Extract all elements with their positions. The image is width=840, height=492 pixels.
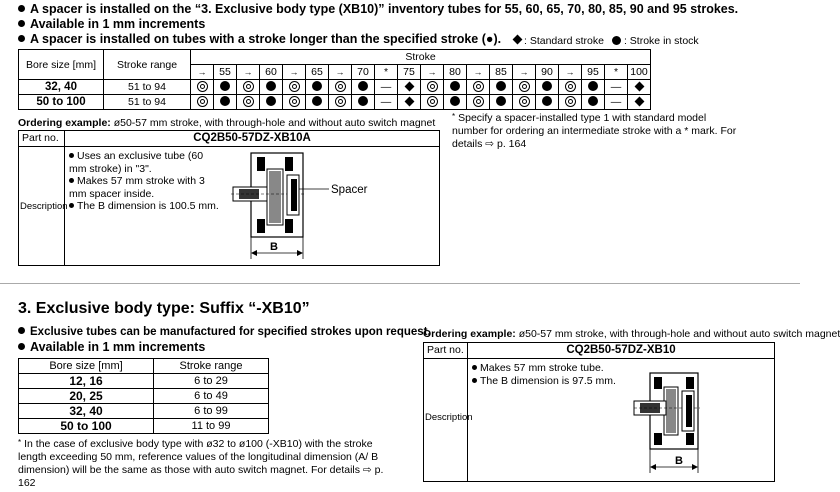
stroke-mark-cell bbox=[582, 80, 605, 95]
stroke-table bbox=[18, 49, 651, 110]
stroke-mark-cell bbox=[628, 80, 651, 95]
list-item: Makes 57 mm stroke with 3 mm spacer inside. bbox=[69, 175, 205, 200]
stock-stroke-icon bbox=[588, 96, 598, 106]
stock-stroke-icon bbox=[358, 81, 368, 91]
bore-stroke-table bbox=[18, 358, 269, 434]
part-no-label: Part no. bbox=[424, 343, 468, 358]
stroke-mark-cell bbox=[444, 80, 467, 95]
table-row bbox=[19, 80, 651, 95]
arrow-icon: → bbox=[329, 65, 352, 80]
stock-stroke-icon bbox=[588, 81, 598, 91]
stroke-mark-cell bbox=[329, 80, 352, 95]
stroke-mark-cell bbox=[421, 95, 444, 110]
stroke-mark-cell bbox=[421, 80, 444, 95]
ordering-label: Ordering example: bbox=[423, 328, 516, 340]
stroke-header-cell: 80 bbox=[444, 65, 467, 80]
range-cell: 11 to 99 bbox=[154, 419, 269, 434]
part-no-label: Part no. bbox=[19, 131, 65, 146]
standard-stroke-icon bbox=[565, 96, 576, 107]
part-number: CQ2B50-57DZ-XB10A bbox=[193, 132, 311, 144]
stroke-header-cell: 70 bbox=[352, 65, 375, 80]
col-stroke-range: Stroke range bbox=[104, 50, 191, 80]
col-bore-size: Bore size [mm] bbox=[19, 359, 154, 374]
col-stroke-range: Stroke range bbox=[154, 359, 269, 374]
standard-stroke-icon bbox=[427, 96, 438, 107]
arrow-icon: → bbox=[513, 65, 536, 80]
diamond-icon bbox=[404, 97, 414, 107]
ordering-spec: ø50-57 mm stroke, with through-hole and without auto switch magnet bbox=[515, 328, 840, 340]
b-dimension-label: B bbox=[675, 455, 683, 467]
stroke-mark-cell bbox=[329, 95, 352, 110]
stroke-header-cell: * bbox=[375, 65, 398, 80]
stroke-mark-cell bbox=[306, 80, 329, 95]
table-row bbox=[19, 374, 269, 389]
stroke-mark-cell bbox=[191, 80, 214, 95]
bullet-text: A spacer is installed on the “3. Exclusive body type (XB10)” inventory tubes for 55, 60, 65, 70, 80, 85, 90 and 95 strokes. bbox=[30, 2, 739, 16]
diamond-icon bbox=[513, 35, 523, 45]
spacer-note: * Specify a spacer-installed type 1 with standard model number for ordering an intermediate stroke with a * mark. For details ⇨ p. 164 bbox=[452, 112, 737, 150]
stroke-mark-cell bbox=[467, 95, 490, 110]
note-text: Specify a spacer-installed type 1 with standard model number for ordering an intermediate stroke with a * mark. For details ⇨ p. 164 bbox=[452, 112, 737, 150]
stroke-mark-cell bbox=[375, 95, 398, 110]
dash-icon: — bbox=[380, 96, 392, 108]
bore-cell: 50 to 100 bbox=[19, 419, 154, 434]
stroke-mark-cell bbox=[490, 80, 513, 95]
table-row bbox=[19, 389, 269, 404]
stock-stroke-icon bbox=[542, 81, 552, 91]
stroke-header-cell: 75 bbox=[398, 65, 421, 80]
description-label: Description bbox=[425, 412, 473, 423]
stroke-mark-cell bbox=[536, 95, 559, 110]
col-bore-size: Bore size [mm] bbox=[19, 50, 104, 80]
bullet-icon bbox=[18, 35, 25, 42]
stroke-header-cell: 100 bbox=[628, 65, 651, 80]
stroke-mark-cell bbox=[605, 80, 628, 95]
bore-cell: 32, 40 bbox=[19, 80, 104, 95]
stroke-mark-cell bbox=[467, 80, 490, 95]
bore-cell: 12, 16 bbox=[19, 374, 154, 389]
legend-in-stock: : Stroke in stock bbox=[623, 35, 699, 47]
stroke-mark-cell bbox=[260, 95, 283, 110]
filled-circle-icon bbox=[612, 36, 621, 45]
table-row bbox=[19, 419, 269, 434]
standard-stroke-icon bbox=[197, 96, 208, 107]
stock-stroke-icon bbox=[450, 81, 460, 91]
bullet-text: Available in 1 mm increments bbox=[30, 340, 206, 354]
stroke-header-cell: 65 bbox=[306, 65, 329, 80]
cylinder-drawing bbox=[231, 149, 381, 264]
arrow-icon: → bbox=[421, 65, 444, 80]
stroke-header-cell: 85 bbox=[490, 65, 513, 80]
standard-stroke-icon bbox=[519, 81, 530, 92]
ordering-label: Ordering example: bbox=[18, 117, 111, 129]
stock-stroke-icon bbox=[312, 96, 322, 106]
stock-stroke-icon bbox=[496, 81, 506, 91]
note-text: In the case of exclusive body type with ø32 to ø100 (-XB10) with the stroke length exceeding 50 mm, reference values of the longitudinal dimension (A/ B dimension) will be the same as those with auto switch magnet. For details ⇨ p. 162 bbox=[18, 438, 384, 489]
bullet-spacer-longer bbox=[18, 32, 501, 46]
stroke-header-cell: 55 bbox=[214, 65, 237, 80]
stock-stroke-icon bbox=[266, 96, 276, 106]
stock-stroke-icon bbox=[220, 96, 230, 106]
arrow-icon: → bbox=[191, 65, 214, 80]
arrow-icon: → bbox=[283, 65, 306, 80]
stroke-header-cell: 90 bbox=[536, 65, 559, 80]
ordering-example-box bbox=[18, 130, 440, 266]
stroke-mark-cell bbox=[237, 95, 260, 110]
dash-icon: — bbox=[610, 81, 622, 93]
range-cell: 6 to 49 bbox=[154, 389, 269, 404]
diamond-icon bbox=[404, 82, 414, 92]
range-cell: 51 to 94 bbox=[104, 80, 191, 95]
description-label: Description bbox=[20, 201, 68, 212]
legend bbox=[514, 35, 699, 47]
arrow-icon: → bbox=[237, 65, 260, 80]
stroke-mark-cell bbox=[283, 95, 306, 110]
range-cell: 6 to 99 bbox=[154, 404, 269, 419]
table-row bbox=[19, 95, 651, 110]
stroke-header-cell: 60 bbox=[260, 65, 283, 80]
bullet-icon bbox=[18, 343, 25, 350]
stroke-mark-cell bbox=[536, 80, 559, 95]
standard-stroke-icon bbox=[473, 81, 484, 92]
diamond-icon bbox=[634, 82, 644, 92]
spacer-label: Spacer bbox=[331, 184, 368, 196]
stock-stroke-icon bbox=[358, 96, 368, 106]
bore-cell: 20, 25 bbox=[19, 389, 154, 404]
bullet-increments-2 bbox=[18, 340, 205, 354]
stroke-mark-cell bbox=[559, 95, 582, 110]
stroke-mark-cell bbox=[398, 80, 421, 95]
bore-cell: 32, 40 bbox=[19, 404, 154, 419]
stroke-mark-cell bbox=[490, 95, 513, 110]
ordering-example-box-2 bbox=[423, 342, 775, 482]
ordering-example-title bbox=[18, 117, 435, 129]
exclusive-body-note: * In the case of exclusive body type with ø32 to ø100 (-XB10) with the stroke length exceeding 50 mm, reference values of the longitudinal dimension (A/ B dimension) will be the same as those with auto switch magnet. For details ⇨ p. 162 bbox=[18, 438, 384, 489]
part-number: CQ2B50-57DZ-XB10 bbox=[566, 344, 676, 356]
stroke-mark-cell bbox=[260, 80, 283, 95]
stock-stroke-icon bbox=[220, 81, 230, 91]
ordering-example-title-2 bbox=[423, 328, 840, 340]
bullet-text: A spacer is installed on tubes with a stroke longer than the specified stroke (●). bbox=[30, 32, 502, 46]
stroke-mark-cell bbox=[214, 95, 237, 110]
table-row bbox=[19, 404, 269, 419]
legend-standard: : Standard stroke bbox=[524, 35, 604, 47]
stroke-mark-cell bbox=[375, 80, 398, 95]
stroke-mark-cell bbox=[398, 95, 421, 110]
stroke-mark-cell bbox=[237, 80, 260, 95]
stock-stroke-icon bbox=[312, 81, 322, 91]
standard-stroke-icon bbox=[335, 96, 346, 107]
stroke-mark-cell bbox=[283, 80, 306, 95]
bullet-icon bbox=[18, 5, 25, 12]
stroke-mark-cell bbox=[191, 95, 214, 110]
col-stroke: Stroke bbox=[191, 50, 651, 65]
standard-stroke-icon bbox=[473, 96, 484, 107]
stock-stroke-icon bbox=[266, 81, 276, 91]
stock-stroke-icon bbox=[450, 96, 460, 106]
diamond-icon bbox=[634, 97, 644, 107]
stroke-mark-cell bbox=[306, 95, 329, 110]
standard-stroke-icon bbox=[197, 81, 208, 92]
standard-stroke-icon bbox=[519, 96, 530, 107]
list-item: Uses an exclusive tube (60 mm stroke) in "3". bbox=[69, 150, 204, 175]
standard-stroke-icon bbox=[427, 81, 438, 92]
dash-icon: — bbox=[610, 96, 622, 108]
range-cell: 6 to 29 bbox=[154, 374, 269, 389]
stroke-mark-cell bbox=[605, 95, 628, 110]
bullet-icon bbox=[18, 20, 25, 27]
bore-cell: 50 to 100 bbox=[19, 95, 104, 110]
stroke-mark-cell bbox=[628, 95, 651, 110]
arrow-icon: → bbox=[559, 65, 582, 80]
stroke-mark-cell bbox=[214, 80, 237, 95]
section-title: 3. Exclusive body type: Suffix “-XB10” bbox=[18, 300, 310, 317]
stock-stroke-icon bbox=[542, 96, 552, 106]
bullet-text: Exclusive tubes can be manufactured for specified strokes upon request. bbox=[30, 326, 431, 338]
bullet-icon bbox=[18, 327, 25, 334]
stroke-mark-cell bbox=[352, 95, 375, 110]
bullet-exclusive-tubes bbox=[18, 326, 431, 338]
standard-stroke-icon bbox=[289, 96, 300, 107]
list-item: Makes 57 mm stroke tube. bbox=[472, 362, 672, 375]
stroke-mark-cell bbox=[513, 95, 536, 110]
stroke-header-cell: * bbox=[605, 65, 628, 80]
standard-stroke-icon bbox=[243, 81, 254, 92]
standard-stroke-icon bbox=[243, 96, 254, 107]
stock-stroke-icon bbox=[496, 96, 506, 106]
stroke-mark-cell bbox=[559, 80, 582, 95]
stroke-mark-cell bbox=[513, 80, 536, 95]
bullet-text: Available in 1 mm increments bbox=[30, 17, 206, 31]
stroke-header-cell: 95 bbox=[582, 65, 605, 80]
standard-stroke-icon bbox=[289, 81, 300, 92]
list-item: The B dimension is 97.5 mm. bbox=[472, 375, 672, 388]
bullet-spacer-installed bbox=[18, 2, 738, 16]
stroke-mark-cell bbox=[582, 95, 605, 110]
stroke-mark-cell bbox=[352, 80, 375, 95]
standard-stroke-icon bbox=[565, 81, 576, 92]
b-dimension-label: B bbox=[270, 241, 278, 253]
section-divider bbox=[0, 283, 800, 284]
arrow-icon: → bbox=[467, 65, 490, 80]
range-cell: 51 to 94 bbox=[104, 95, 191, 110]
bullet-increments bbox=[18, 17, 205, 31]
dash-icon: — bbox=[380, 81, 392, 93]
stroke-mark-cell bbox=[444, 95, 467, 110]
standard-stroke-icon bbox=[335, 81, 346, 92]
list-item: The B dimension is 100.5 mm. bbox=[69, 200, 219, 213]
ordering-spec: ø50-57 mm stroke, with through-hole and without auto switch magnet bbox=[110, 117, 436, 129]
description-list bbox=[69, 150, 219, 213]
